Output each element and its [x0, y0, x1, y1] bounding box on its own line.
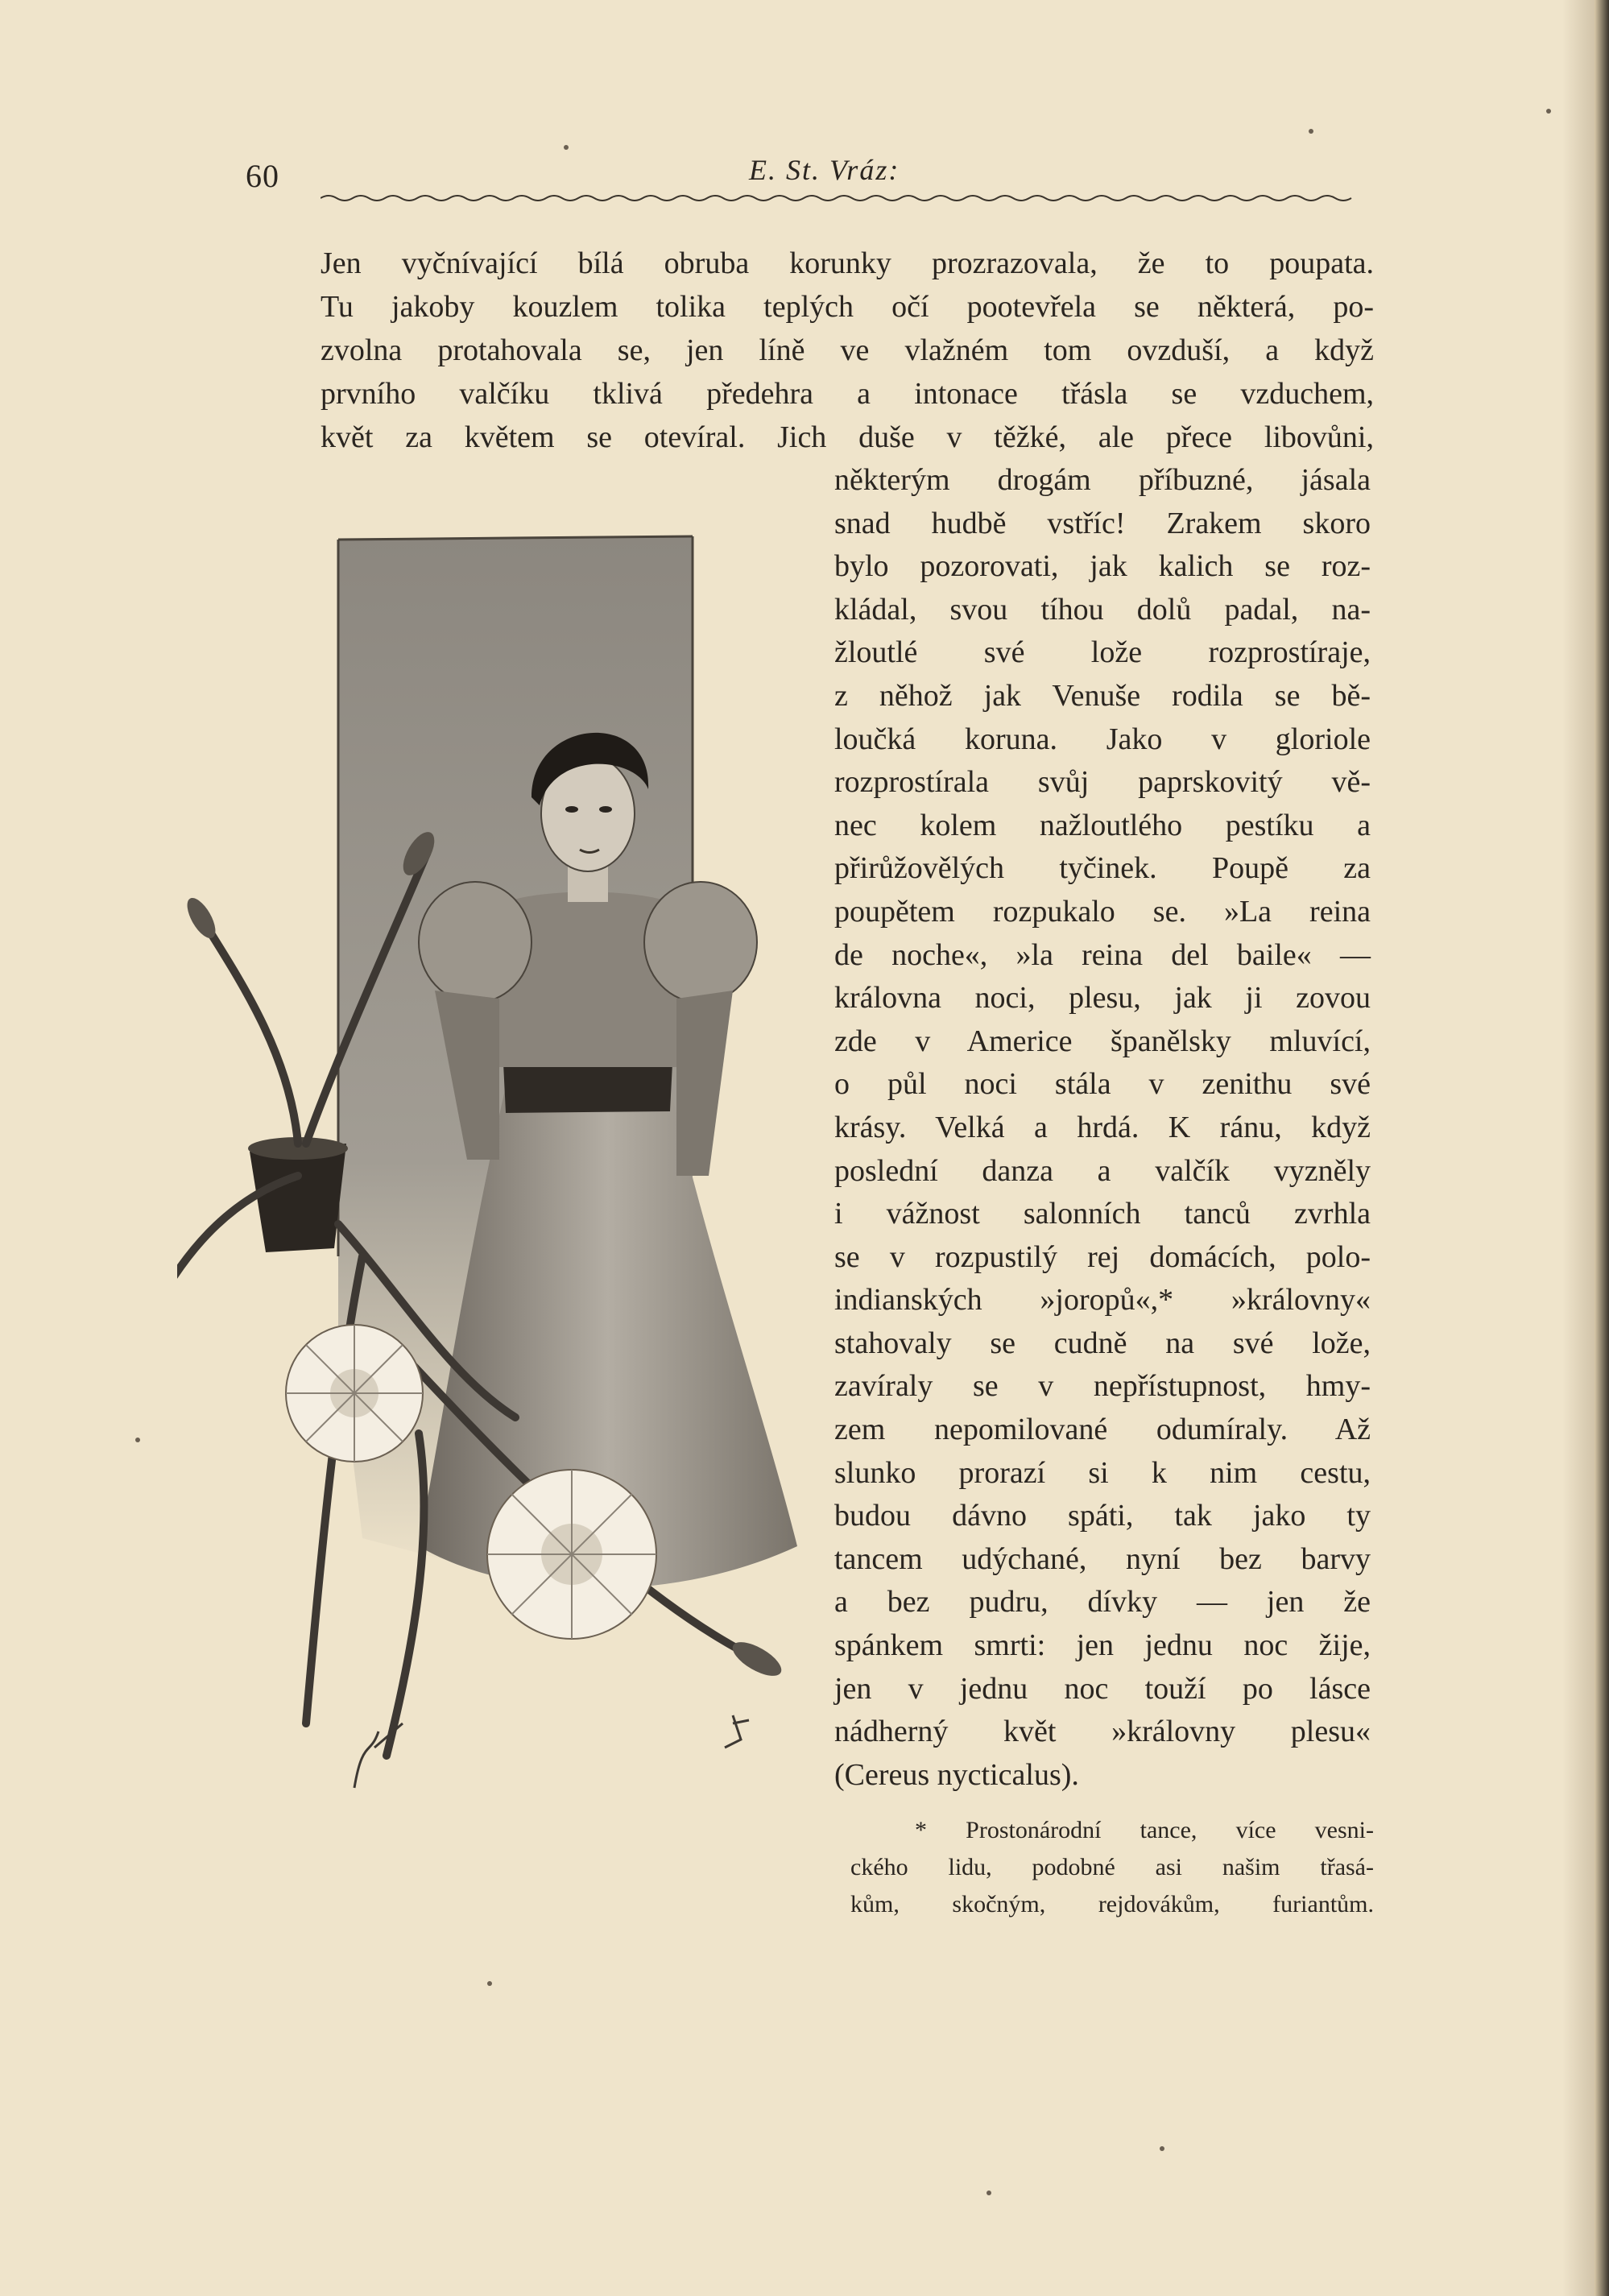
column-line: zde v Americe španělsky mluvící, [834, 1024, 1371, 1058]
column-line: rozprostírala svůj paprskovitý vě- [834, 765, 1371, 800]
column-line: a bez pudru, dívky — jen že [834, 1585, 1371, 1620]
footnote-line: ckého lidu, podobné asi našim třasá- [850, 1854, 1374, 1880]
column-line: loučká koruna. Jako v gloriole [834, 722, 1371, 756]
body-line: Jen vyčnívající bílá obruba korunky prozrazovala, že to poupata. [321, 246, 1374, 280]
column-line: (Cereus nycticalus). [834, 1757, 1079, 1792]
column-line: indianských »joropů«,* »královny« [834, 1283, 1371, 1318]
page-number: 60 [246, 158, 279, 194]
column-line: stahovaly se cudně na své lože, [834, 1326, 1371, 1360]
flower-bud [728, 1636, 787, 1682]
column-line: bylo pozorovati, jak kalich se roz- [834, 549, 1371, 584]
footnote-line: * Prostonárodní tance, více vesni- [915, 1817, 1374, 1843]
column-line: budou dávno spáti, tak jako ty [834, 1499, 1371, 1533]
page-gutter-shadow [1562, 0, 1595, 2296]
body-line: Tu jakoby kouzlem tolika teplých očí pootevřela se některá, po- [321, 290, 1374, 324]
sash [503, 1063, 672, 1113]
column-line: z něhož jak Venuše rodila se bě- [834, 678, 1371, 713]
column-line: královna noci, plesu, jak ji zovou [834, 981, 1371, 1016]
column-line: krásy. Velká a hrdá. K ránu, když [834, 1110, 1371, 1144]
body-line: květ za květem se otevíral. Jich duše v těžké, ale přece libovůni, [321, 420, 1374, 454]
body-text-full-width [321, 242, 1374, 459]
artist-monogram [725, 1715, 749, 1748]
header-rule [321, 192, 1359, 201]
left-sleeve [419, 882, 532, 1003]
column-line: některým drogám příbuzné, jásala [834, 463, 1371, 497]
flower-pot [250, 1144, 346, 1252]
column-line: i vážnost salonních tanců zvrhla [834, 1197, 1371, 1231]
cereus-flower-right [487, 1470, 656, 1639]
body-line: zvolna protahovala se, jen líně ve vlažném tom ovzduší, a když [321, 333, 1374, 367]
column-line: zavíraly se v nepřístupnost, hmy- [834, 1369, 1371, 1404]
column-line: poslední danza a valčík vyzněly [834, 1153, 1371, 1188]
column-line: přirůžovělých tyčinek. Poupě za [834, 851, 1371, 886]
column-line: tancem udýchané, nyní bez barvy [834, 1541, 1371, 1576]
column-line: zem nepomilované odumíraly. Až [834, 1413, 1371, 1447]
running-title: E. St. Vráz: [749, 154, 900, 186]
column-line: de noche«, »la reina del baile« — [834, 937, 1371, 972]
footnote-line: kům, skočným, rejdovákům, furiantům. [850, 1891, 1374, 1917]
column-line: slunko prorazí si k nim cestu, [834, 1455, 1371, 1490]
right-sleeve [644, 882, 757, 1003]
column-line: poupětem rozpukalo se. »La reina [834, 894, 1371, 929]
page-edge [1595, 0, 1609, 2296]
column-line: nec kolem nažloutlého pestíku a [834, 808, 1371, 842]
column-line: spánkem smrti: jen jednu noc žije, [834, 1628, 1371, 1663]
engraving-illustration [177, 532, 838, 1836]
column-line: snad hudbě vstříc! Zrakem skoro [834, 506, 1371, 540]
body-line: prvního valčíku tklivá předehra a intonace třásla se vzduchem, [321, 377, 1374, 411]
cereus-flower-left [286, 1325, 423, 1462]
column-line: jen v jednu noc touží po lásce [834, 1671, 1371, 1706]
body-text-column [834, 459, 1371, 1797]
column-line: o půl noci stála v zenithu své [834, 1067, 1371, 1102]
column-line: kládal, svou tíhou dolů padal, na- [834, 592, 1371, 627]
column-line: nádherný květ »královny plesu« [834, 1715, 1371, 1749]
column-line: žloutlé své lože rozprostíraje, [834, 635, 1371, 670]
column-line: se v rozpustilý rej domácích, polo- [834, 1239, 1371, 1274]
footnote [850, 1812, 1374, 1923]
